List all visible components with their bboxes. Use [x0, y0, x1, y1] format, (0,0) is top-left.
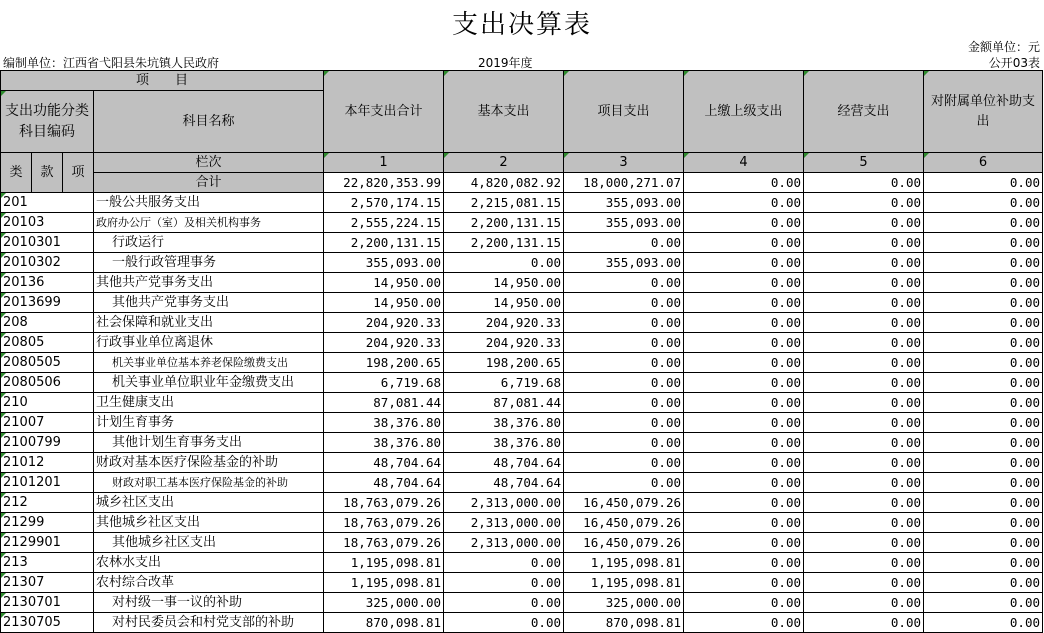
row-code: 2080506 — [1, 373, 94, 393]
row-value: 2,200,131.15 — [324, 233, 444, 253]
lanci-label: 栏次 — [94, 153, 324, 173]
table-row — [1, 373, 1043, 393]
row-value: 0.00 — [924, 333, 1043, 353]
item-header: 项 目 — [1, 71, 324, 91]
row-value: 6,719.68 — [324, 373, 444, 393]
row-value: 2,313,000.00 — [444, 513, 564, 533]
row-value: 325,000.00 — [564, 593, 684, 613]
row-value: 0.00 — [924, 473, 1043, 493]
row-value: 204,920.33 — [324, 333, 444, 353]
row-value: 0.00 — [684, 293, 804, 313]
expenditure-table — [0, 70, 1043, 633]
row-value: 0.00 — [564, 333, 684, 353]
col-header-4: 上缴上级支出 — [684, 71, 804, 153]
row-value: 0.00 — [804, 233, 924, 253]
row-code: 201 — [1, 193, 94, 213]
row-value: 18,763,079.26 — [324, 493, 444, 513]
row-value: 0.00 — [684, 193, 804, 213]
total-cell: 0.00 — [924, 173, 1043, 193]
row-value: 355,093.00 — [564, 193, 684, 213]
row-name: 农村综合改革 — [94, 573, 324, 593]
row-value: 0.00 — [924, 373, 1043, 393]
table-row — [1, 473, 1043, 493]
row-value: 14,950.00 — [444, 273, 564, 293]
row-value: 87,081.44 — [324, 393, 444, 413]
row-value: 2,215,081.15 — [444, 193, 564, 213]
row-value: 1,195,098.81 — [564, 553, 684, 573]
row-name: 机关事业单位职业年金缴费支出 — [94, 373, 324, 393]
col-number-6: 6 — [924, 153, 1043, 173]
row-value: 0.00 — [684, 573, 804, 593]
row-code: 21012 — [1, 453, 94, 473]
row-value: 0.00 — [444, 553, 564, 573]
row-value: 1,195,098.81 — [324, 553, 444, 573]
row-name: 行政事业单位离退休 — [94, 333, 324, 353]
row-value: 0.00 — [924, 613, 1043, 633]
row-value: 87,081.44 — [444, 393, 564, 413]
row-value: 0.00 — [684, 333, 804, 353]
row-value: 0.00 — [684, 413, 804, 433]
row-value: 2,570,174.15 — [324, 193, 444, 213]
row-value: 0.00 — [804, 333, 924, 353]
total-cell: 0.00 — [804, 173, 924, 193]
row-code: 20805 — [1, 333, 94, 353]
row-value: 0.00 — [564, 313, 684, 333]
row-value: 0.00 — [924, 553, 1043, 573]
row-name: 财政对职工基本医疗保险基金的补助 — [94, 473, 324, 493]
col-header-5: 经营支出 — [804, 71, 924, 153]
row-name: 其他计划生育事务支出 — [94, 433, 324, 453]
row-code: 2010301 — [1, 233, 94, 253]
row-value: 0.00 — [924, 313, 1043, 333]
row-code: 2013699 — [1, 293, 94, 313]
row-name: 其他城乡社区支出 — [94, 533, 324, 553]
row-code: 210 — [1, 393, 94, 413]
row-name: 社会保障和就业支出 — [94, 313, 324, 333]
page-title: 支出决算表 — [451, 10, 592, 40]
row-value: 0.00 — [804, 273, 924, 293]
row-value: 0.00 — [804, 593, 924, 613]
row-value: 0.00 — [684, 553, 804, 573]
row-code: 208 — [1, 313, 94, 333]
row-code: 2080505 — [1, 353, 94, 373]
row-name: 计划生育事务 — [94, 413, 324, 433]
row-code: 2100799 — [1, 433, 94, 453]
table-row — [1, 213, 1043, 233]
table-row — [1, 253, 1043, 273]
row-value: 0.00 — [804, 473, 924, 493]
row-value: 2,313,000.00 — [444, 533, 564, 553]
row-code: 2010302 — [1, 253, 94, 273]
row-value: 0.00 — [924, 213, 1043, 233]
row-value: 2,200,131.15 — [444, 233, 564, 253]
row-value: 0.00 — [684, 213, 804, 233]
row-name: 一般行政管理事务 — [94, 253, 324, 273]
row-value: 0.00 — [804, 433, 924, 453]
row-value: 198,200.65 — [324, 353, 444, 373]
row-value: 16,450,079.26 — [564, 513, 684, 533]
row-value: 0.00 — [564, 433, 684, 453]
row-value: 2,313,000.00 — [444, 493, 564, 513]
total-cell: 18,000,271.07 — [564, 173, 684, 193]
row-value: 0.00 — [804, 573, 924, 593]
row-value: 0.00 — [444, 253, 564, 273]
row-value: 0.00 — [804, 393, 924, 413]
row-value: 0.00 — [924, 533, 1043, 553]
table-row — [1, 393, 1043, 413]
table-row — [1, 413, 1043, 433]
row-value: 0.00 — [804, 453, 924, 473]
table-row — [1, 353, 1043, 373]
row-value: 0.00 — [564, 233, 684, 253]
row-value: 0.00 — [444, 593, 564, 613]
row-value: 0.00 — [564, 453, 684, 473]
row-code: 212 — [1, 493, 94, 513]
row-value: 0.00 — [924, 233, 1043, 253]
row-code: 213 — [1, 553, 94, 573]
table-row — [1, 613, 1043, 633]
row-value: 38,376.80 — [324, 433, 444, 453]
row-value: 0.00 — [564, 473, 684, 493]
row-value: 48,704.64 — [444, 473, 564, 493]
table-row — [1, 333, 1043, 353]
row-value: 0.00 — [804, 373, 924, 393]
row-value: 0.00 — [924, 453, 1043, 473]
row-value: 16,450,079.26 — [564, 533, 684, 553]
row-name: 其他城乡社区支出 — [94, 513, 324, 533]
row-value: 0.00 — [924, 593, 1043, 613]
row-value: 870,098.81 — [564, 613, 684, 633]
row-code: 2129901 — [1, 533, 94, 553]
row-value: 0.00 — [924, 253, 1043, 273]
table-row — [1, 573, 1043, 593]
table-row — [1, 493, 1043, 513]
row-value: 0.00 — [684, 593, 804, 613]
row-value: 0.00 — [684, 253, 804, 273]
row-code: 2101201 — [1, 473, 94, 493]
row-value: 0.00 — [564, 293, 684, 313]
col-number-4: 4 — [684, 153, 804, 173]
row-value: 38,376.80 — [324, 413, 444, 433]
row-value: 0.00 — [684, 433, 804, 453]
col-header-1: 本年支出合计 — [324, 71, 444, 153]
table-row — [1, 293, 1043, 313]
row-value: 0.00 — [924, 353, 1043, 373]
table-row — [1, 513, 1043, 533]
code-header: 支出功能分类科目编码 — [1, 91, 94, 153]
table-row — [1, 273, 1043, 293]
row-name: 机关事业单位基本养老保险缴费支出 — [94, 353, 324, 373]
row-code: 21007 — [1, 413, 94, 433]
row-value: 16,450,079.26 — [564, 493, 684, 513]
total-label: 合计 — [94, 173, 324, 193]
row-code: 21299 — [1, 513, 94, 533]
row-name: 对村级一事一议的补助 — [94, 593, 324, 613]
row-value: 0.00 — [564, 393, 684, 413]
row-name: 对村民委员会和村党支部的补助 — [94, 613, 324, 633]
row-value: 0.00 — [924, 393, 1043, 413]
row-value: 0.00 — [684, 393, 804, 413]
row-value: 0.00 — [804, 293, 924, 313]
col-number-5: 5 — [804, 153, 924, 173]
row-value: 48,704.64 — [444, 453, 564, 473]
row-value: 0.00 — [684, 613, 804, 633]
row-value: 14,950.00 — [324, 293, 444, 313]
form-code: 公开03表 — [988, 56, 1040, 70]
row-value: 0.00 — [684, 313, 804, 333]
row-value: 0.00 — [924, 573, 1043, 593]
row-value: 0.00 — [804, 313, 924, 333]
row-value: 0.00 — [924, 273, 1043, 293]
table-row — [1, 233, 1043, 253]
total-cell: 0.00 — [684, 173, 804, 193]
row-value: 0.00 — [444, 573, 564, 593]
name-header: 科目名称 — [94, 91, 324, 153]
row-code: 2130701 — [1, 593, 94, 613]
row-value: 6,719.68 — [444, 373, 564, 393]
table-row — [1, 193, 1043, 213]
row-value: 0.00 — [684, 513, 804, 533]
row-value: 14,950.00 — [444, 293, 564, 313]
row-value: 0.00 — [684, 353, 804, 373]
row-value: 325,000.00 — [324, 593, 444, 613]
row-value: 0.00 — [564, 273, 684, 293]
row-value: 0.00 — [684, 453, 804, 473]
kuan-header: 款 — [32, 153, 63, 193]
row-code: 20136 — [1, 273, 94, 293]
row-value: 48,704.64 — [324, 453, 444, 473]
info-bar — [0, 54, 1044, 70]
row-name: 城乡社区支出 — [94, 493, 324, 513]
row-value: 1,195,098.81 — [564, 573, 684, 593]
row-value: 0.00 — [804, 193, 924, 213]
row-name: 政府办公厅（室）及相关机构事务 — [94, 213, 324, 233]
table-row — [1, 533, 1043, 553]
col-header-6: 对附属单位补助支出 — [924, 71, 1043, 153]
row-name: 其他共产党事务支出 — [94, 293, 324, 313]
row-value: 0.00 — [804, 613, 924, 633]
row-value: 0.00 — [564, 353, 684, 373]
row-value: 0.00 — [924, 513, 1043, 533]
col-number-1: 1 — [324, 153, 444, 173]
row-value: 0.00 — [564, 373, 684, 393]
row-value: 18,763,079.26 — [324, 533, 444, 553]
row-value: 0.00 — [444, 613, 564, 633]
row-value: 0.00 — [684, 273, 804, 293]
row-value: 0.00 — [684, 493, 804, 513]
row-value: 18,763,079.26 — [324, 513, 444, 533]
row-value: 870,098.81 — [324, 613, 444, 633]
amount-unit: 金额单位：元 — [967, 40, 1040, 54]
row-value: 0.00 — [924, 193, 1043, 213]
row-value: 0.00 — [684, 533, 804, 553]
row-name: 一般公共服务支出 — [94, 193, 324, 213]
row-value: 0.00 — [684, 473, 804, 493]
table-row — [1, 433, 1043, 453]
row-value: 198,200.65 — [444, 353, 564, 373]
row-value: 38,376.80 — [444, 413, 564, 433]
row-value: 0.00 — [564, 413, 684, 433]
row-name: 其他共产党事务支出 — [94, 273, 324, 293]
row-value: 0.00 — [804, 493, 924, 513]
row-value: 0.00 — [684, 233, 804, 253]
total-cell: 4,820,082.92 — [444, 173, 564, 193]
table-row — [1, 313, 1043, 333]
row-value: 0.00 — [804, 253, 924, 273]
row-value: 355,093.00 — [564, 213, 684, 233]
org-label: 编制单位：江西省弋阳县朱坑镇人民政府 — [3, 56, 220, 70]
row-value: 0.00 — [924, 493, 1043, 513]
col-header-3: 项目支出 — [564, 71, 684, 153]
row-value: 355,093.00 — [564, 253, 684, 273]
lei-header: 类 — [1, 153, 32, 193]
xiang-header: 项 — [63, 153, 94, 193]
row-value: 204,920.33 — [444, 333, 564, 353]
row-name: 农林水支出 — [94, 553, 324, 573]
year-label: 2019年度 — [478, 56, 533, 70]
row-name: 行政运行 — [94, 233, 324, 253]
row-value: 204,920.33 — [324, 313, 444, 333]
col-number-3: 3 — [564, 153, 684, 173]
col-number-2: 2 — [444, 153, 564, 173]
row-value: 0.00 — [684, 373, 804, 393]
row-name: 财政对基本医疗保险基金的补助 — [94, 453, 324, 473]
row-value: 0.00 — [804, 353, 924, 373]
row-value: 355,093.00 — [324, 253, 444, 273]
row-value: 0.00 — [804, 213, 924, 233]
table-row — [1, 593, 1043, 613]
row-value: 0.00 — [924, 433, 1043, 453]
row-value: 2,555,224.15 — [324, 213, 444, 233]
row-code: 21307 — [1, 573, 94, 593]
row-value: 2,200,131.15 — [444, 213, 564, 233]
col-header-2: 基本支出 — [444, 71, 564, 153]
row-value: 0.00 — [804, 533, 924, 553]
row-value: 1,195,098.81 — [324, 573, 444, 593]
row-value: 0.00 — [804, 413, 924, 433]
row-value: 38,376.80 — [444, 433, 564, 453]
total-cell: 22,820,353.99 — [324, 173, 444, 193]
row-value: 48,704.64 — [324, 473, 444, 493]
row-value: 204,920.33 — [444, 313, 564, 333]
table-row — [1, 553, 1043, 573]
row-name: 卫生健康支出 — [94, 393, 324, 413]
row-code: 20103 — [1, 213, 94, 233]
row-value: 0.00 — [804, 513, 924, 533]
row-code: 2130705 — [1, 613, 94, 633]
row-value: 0.00 — [924, 293, 1043, 313]
row-value: 0.00 — [804, 553, 924, 573]
table-row — [1, 453, 1043, 473]
row-value: 14,950.00 — [324, 273, 444, 293]
row-value: 0.00 — [924, 413, 1043, 433]
